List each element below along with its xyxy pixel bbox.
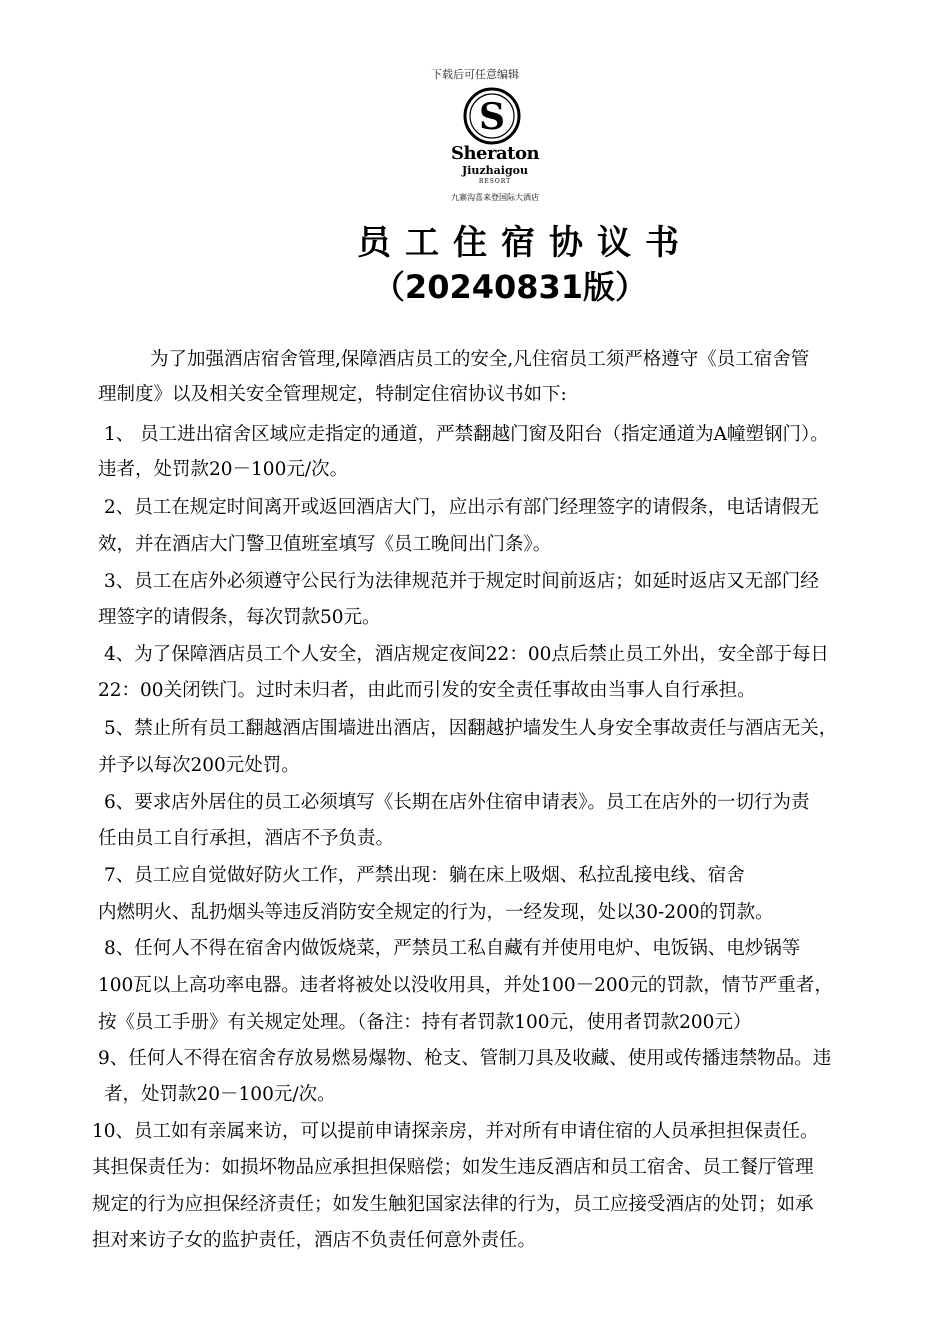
clause-8-line-1: 8、任何人不得在宿舍内做饭烧菜，严禁员工私自藏有并使用电炉、电饭锅、电炒锅等 [104,938,801,959]
clause-9-line-2: 者，处罚款20－100元/次。 [104,1084,336,1105]
clause-6-line-2: 任由员工自行承担，酒店不予负责。 [98,828,395,849]
clause-5-line-2: 并予以每次200元处罚。 [98,755,300,776]
clause-3-line-2: 理签字的请假条，每次罚款50元。 [98,607,381,628]
clause-10-line-3: 规定的行为应担保经济责任；如发生触犯国家法律的行为，员工应接受酒店的处罚；如承 [92,1194,814,1215]
clause-10-line-2: 其担保责任为：如损坏物品应承担担保赔偿；如发生违反酒店和员工宿舍、员工餐厅管理 [92,1157,814,1178]
clause-10-line-1: 10、员工如有亲属来访，可以提前申请探亲房，并对所有申请住宿的人员承担担保责任。 [92,1121,819,1142]
clause-7-line-2: 内燃明火、乱扔烟头等违反消防安全规定的行为，一经发现，处以30-200的罚款。 [98,902,774,923]
clause-9-line-1: 9、任何人不得在宿舍存放易燃易爆物、枪支、管制刀具及收藏、使用或传播违禁物品。违 [98,1048,832,1069]
intro-line-2: 理制度》以及相关安全管理规定，特制定住宿协议书如下: [98,384,567,405]
clause-4-line-1: 4、为了保障酒店员工个人安全，酒店规定夜间22：00点后禁止员工外出，安全部于每日 [104,644,829,665]
sheraton-logo-icon [462,86,522,146]
document-version: （20240831版） [372,268,648,306]
logo-brand: Sheraton [450,143,540,164]
intro-line-1: 为了加强酒店宿舍管理,保障酒店员工的安全,凡住宿员工须严格遵守《员工宿舍管 [150,349,810,370]
clause-7-line-1: 7、员工应自觉做好防火工作，严禁出现：躺在床上吸烟、私拉乱接电线、宿舍 [104,865,745,886]
clause-5-line-1: 5、禁止所有员工翻越酒店围墙进出酒店，因翻越护墙发生人身安全事故责任与酒店无关， [104,718,838,739]
clause-1-line-1: 1、 员工进出宿舍区域应走指定的通道，严禁翻越门窗及阳台（指定通道为A幢塑钢门）。 [104,424,829,445]
logo-resort: RESORT [478,178,512,185]
clause-4-line-2: 22：00关闭铁门。过时未归者，由此而引发的安全责任事故由当事人自行承担。 [98,680,756,701]
logo-chinese-name: 九寨沟喜来登国际大酒店 [451,193,539,202]
clause-10-line-4: 担对来访子女的监护责任，酒店不负责任何意外责任。 [92,1230,537,1251]
document-title: 员工住宿协议书 [357,223,693,263]
clause-8-line-3: 按《员工手册》有关规定处理。（备注：持有者罚款100元，使用者罚款200元） [98,1012,752,1033]
clause-8-line-2: 100瓦以上高功率电器。违者将被处以没收用具，并处100－200元的罚款，情节严重者， [98,975,833,996]
svg-text:S: S [479,96,505,138]
clause-2-line-1: 2、员工在规定时间离开或返回酒店大门，应出示有部门经理签字的请假条，电话请假无 [104,497,819,518]
clause-2-line-2: 效，并在酒店大门警卫值班室填写《员工晚间出门条》。 [98,534,552,555]
clause-6-line-1: 6、要求店外居住的员工必须填写《长期在店外住宿申请表》。员工在店外的一切行为责 [104,792,810,813]
header-note: 下载后可任意编辑 [431,68,519,81]
clause-1-line-2: 违者，处罚款20－100元/次。 [98,459,349,480]
clause-3-line-1: 3、员工在店外必须遵守公民行为法律规范并于规定时间前返店；如延时返店又无部门经 [104,571,819,592]
logo-location: Jiuzhaigou [462,164,528,177]
